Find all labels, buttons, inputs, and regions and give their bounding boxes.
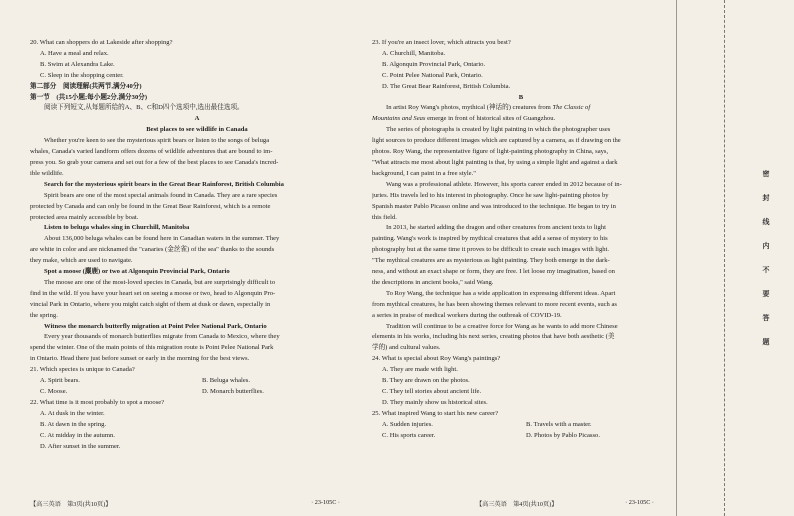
q23-option-d: D. The Great Bear Rainforest, British Columbia. xyxy=(382,82,511,90)
q25-option-b: B. Travels with a master. xyxy=(526,420,592,428)
right-line: Spanish master Pablo Picasso online and was introduced to the technique. He began to try in xyxy=(372,202,616,210)
q25-options-row2 xyxy=(372,431,670,442)
right-line: 学的) and cultural values. xyxy=(372,344,441,352)
left-line: whales, Canada's varied landform offers dozens of wildlife adventures that are bound to im- xyxy=(30,148,273,156)
q25-option-d: D. Photos by Pablo Picasso. xyxy=(526,431,601,439)
right-line: Tradition will continue to be a creative force for Wang as he wants to add more Chinese xyxy=(386,322,618,330)
q25-option-c: C. His sports career. xyxy=(382,431,436,439)
right-line: the descriptions in ancient books," said Wang. xyxy=(372,278,494,286)
right-line: "The mythical creatures are as mysterious as light painting. They both emerge in the dark- xyxy=(372,257,610,265)
left-line: 第二部分 阅读理解(共两节,满分40分) xyxy=(30,82,142,90)
q22-option-a: A. At dusk in the winter. xyxy=(40,409,105,417)
right-line: C. They tell stories about ancient life. xyxy=(382,388,482,395)
left-footer xyxy=(30,499,340,508)
right-line: 24. What is special about Roy Wang's paintings? xyxy=(372,355,501,363)
left-line: vincial Park in Ontario, where you might catch sight of them at dusk or dawn, especially in xyxy=(30,300,271,308)
p1-text: In artist Roy Wang's photos, mythical (神话的) creatures from xyxy=(386,104,553,112)
left-line: A xyxy=(194,115,200,123)
left-line: Spirit bears are one of the most special animals found in Canada. They are a rare species xyxy=(44,191,278,199)
left-line: Spot a moose (麋鹿) or two at Algonquin Provincial Park, Ontario xyxy=(44,268,230,276)
q21-option-b: B. Beluga whales. xyxy=(202,377,250,385)
right-line: The series of photographs is created by light painting in which the photographer uses xyxy=(386,126,611,134)
q21-options-row2 xyxy=(30,387,364,398)
right-line: 25. What inspired Wang to start his new career? xyxy=(372,409,499,417)
right-line: this field. xyxy=(372,213,397,221)
right-line: ness, and without an exact shape or form, they are free. I let loose my imagination, based on xyxy=(372,268,615,276)
left-line: ible wildlife. xyxy=(30,169,64,177)
left-line: Every year thousands of monarch butterflies migrate from Canada to Mexico, where they xyxy=(44,333,280,341)
passage-b-p1-line2 xyxy=(372,114,670,125)
left-line: 21. Which species is unique to Canada? xyxy=(30,366,135,374)
q22-option-b: B. At dawn in the spring. xyxy=(40,420,107,428)
binding-strip xyxy=(676,0,794,516)
right-line: a series in praise of medical workers during the outbreak of COVID-19. xyxy=(372,311,562,319)
q23-stem: 23. If you're an insect lover, which attracts you best? xyxy=(372,39,511,46)
left-line: in Ontario. Head there just before sunset or early in the morning for the best views. xyxy=(30,355,250,363)
q21-option-d: D. Monarch butterflies. xyxy=(202,388,264,395)
right-line: elements in his works, including his next series, creating photos that have both aesthetic (美 xyxy=(372,333,615,341)
left-line: 20. What can shoppers do at Lakeside after shopping? xyxy=(30,39,173,46)
left-line: Search for the mysterious spirit bears in the Great Bear Rainforest, British Columbia xyxy=(44,180,284,188)
right-footer xyxy=(476,499,654,508)
section-b-heading: B xyxy=(518,93,524,101)
p1-text-rest: emerge in front of historical sites of Guangzhou. xyxy=(425,115,556,123)
seal-dashed-line xyxy=(724,0,725,516)
q22-stem: 22. What time is it most probably to spot a moose? xyxy=(30,398,165,406)
left-line: Best places to see wildlife in Canada xyxy=(146,126,248,134)
right-line: A. They are made with light. xyxy=(382,366,458,374)
left-line: press you. So grab your camera and set out for a few of the best places to see Canada's incred- xyxy=(30,158,279,166)
right-line: To Roy Wang, the technique has a wide application in expressing different ideas. Apart xyxy=(386,289,616,297)
right-line: Wang was a professional athlete. However, his sports career ended in 2012 because of in- xyxy=(386,180,622,188)
left-line: A. Have a meal and relax. xyxy=(40,49,109,57)
right-exam-code: · 23-105C · xyxy=(625,499,654,506)
right-line: light sources to produce different images which are captured by a camera, as if drawing on the xyxy=(372,137,621,145)
q23-option-b: B. Algonquin Provincial Park, Ontario. xyxy=(382,60,486,68)
left-line: Witness the monarch butterfly migration at Point Pelee National Park, Ontario xyxy=(44,322,267,330)
left-exam-code: · 23-105C · xyxy=(311,499,340,506)
left-line: The moose are one of the most-loved species in Canada, but are surprisingly difficult to xyxy=(44,278,276,286)
book-title-part2: Mountains and Seas xyxy=(372,115,426,123)
q25-option-a: A. Sudden injuries. xyxy=(382,420,433,428)
left-line: B. Swim at Alexandra Lake. xyxy=(40,60,115,68)
book-title-part1: The Classic of xyxy=(552,104,591,112)
right-line: juries. His travels led to his interest in photography. Once he saw light-painting photos by xyxy=(372,191,609,199)
q23-option-c: C. Point Pelee National Park, Ontario. xyxy=(382,71,483,79)
right-page xyxy=(370,0,674,516)
right-line: photography but at the same time it proves to be difficult to create such images with light. xyxy=(372,246,610,254)
left-text-block xyxy=(30,38,364,376)
right-line: photos. Roy Wang, the representative figure of light-painting photography in China, says, xyxy=(372,148,609,156)
right-line: "What attracts me most about light painting is that, by using a simple light and against a dark xyxy=(372,158,618,166)
left-line: 阅读下列短文,从每题所给的A、B、C和D四个选项中,选出最佳选项。 xyxy=(44,104,244,112)
passage-b-p1-line1 xyxy=(372,103,670,114)
q21-option-c: C. Moose. xyxy=(40,388,68,395)
left-line: they make, which are used to navigate. xyxy=(30,257,133,265)
q21-option-a: A. Spirit bears. xyxy=(40,377,80,385)
right-line: In 2013, he started adding the dragon and other creatures from ancient texts to light xyxy=(386,224,606,232)
right-line: from mythical creatures, he has been showing themes relevant to more recent events, such as xyxy=(372,300,617,308)
left-page-number: 【高三英语 第3页(共10页)】 xyxy=(30,501,112,508)
q21-options-row1 xyxy=(30,376,364,387)
left-line: spend the winter. One of the main points of this migration route is Point Pelee National Park xyxy=(30,344,274,352)
left-line: Whether you're keen to see the mysterious spirit bears or listen to the songs of beluga xyxy=(44,137,270,145)
right-line: B. They are drawn on the photos. xyxy=(382,377,470,385)
right-line: background, I can paint in a free style." xyxy=(372,169,476,177)
left-line: 第一节 (共15小题;每小题2分,满分30分) xyxy=(30,93,148,101)
right-text-block xyxy=(372,125,670,419)
q22-option-d: D. After sunset in the summer. xyxy=(40,442,121,450)
left-page xyxy=(0,0,370,516)
q25-options-row1 xyxy=(372,420,670,431)
left-line: protected by Canada and can only be found in the Great Bear Rainforest, which is a remote xyxy=(30,202,271,210)
right-page-number: 【高三英语 第4页(共10页)】 xyxy=(476,501,558,508)
left-line: Listen to beluga whales sing in Churchill, Manitoba xyxy=(44,224,190,232)
seal-line-notice: 密封线内不要答题 xyxy=(762,170,770,362)
left-line: protected area mainly accessible by boat. xyxy=(30,213,139,221)
left-line: find in the wild. If you have your heart set on seeing a moose or two, head to Algonquin Pro- xyxy=(30,289,276,297)
left-line: About 136,000 beluga whales can be found here in Canadian waters in the summer. They xyxy=(44,235,280,243)
left-line: C. Sleep in the shopping center. xyxy=(40,71,124,79)
left-line: the spring. xyxy=(30,311,58,319)
left-line: are white in color and are nicknamed the "canaries (金丝雀) of the sea" thanks to the sounds xyxy=(30,246,275,254)
q23-option-a: A. Churchill, Manitoba. xyxy=(382,49,446,57)
q22-option-c: C. At midday in the autumn. xyxy=(40,431,115,439)
right-line: D. They mainly show us historical sites. xyxy=(382,398,488,406)
right-line: painting. Wang's work is inspired by mythical creatures that add a sense of mystery to his xyxy=(372,235,608,243)
